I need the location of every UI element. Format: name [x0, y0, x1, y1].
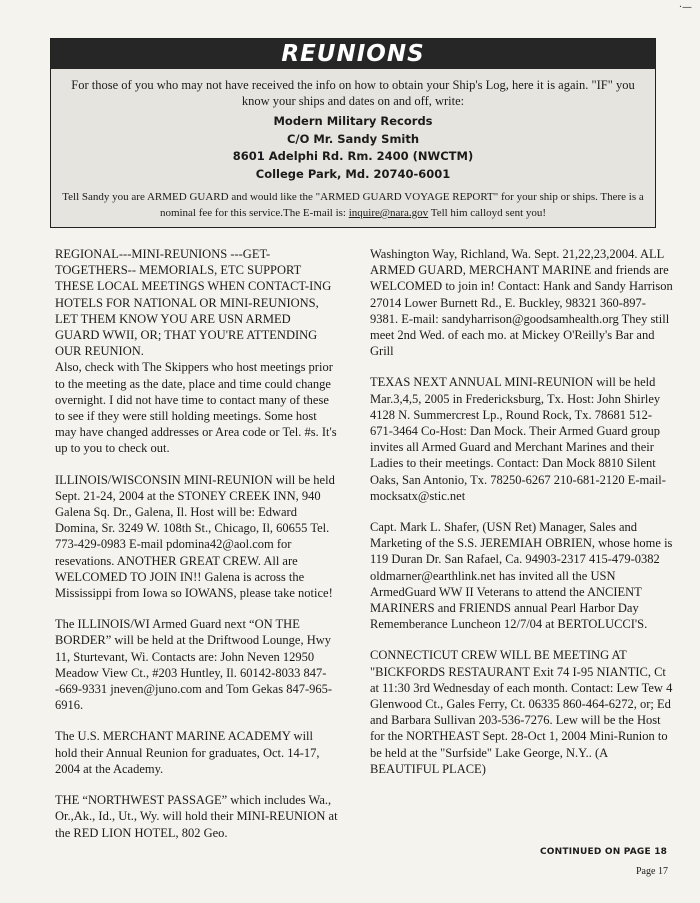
page-number: Page 17: [636, 866, 668, 877]
reunions-banner: REUNIONS: [51, 39, 655, 69]
voyage-report-note: [61, 189, 645, 221]
illinois-wi-on-the-border: The ILLINOIS/WI Armed Guard next “ON THE BORDER” will be held at the Driftwood Lounge, Hwy 11, Sturtevant, Wi. Contacts are: John Neven 12950 Meadow View Ct., #203 Huntley, Il. 60142-8033 847--669-9331 jneven@juno.com and Tom Gekas 847-965-6916.: [55, 617, 333, 713]
regional-reunions-body: Also, check with The Skippers who host meetings prior to the meeting as the date, place and time could change overnight. I did not have time to contact many of these to see if they were still holding meetings. Some host may have changed addresses or Area code or Tel. #s. It's up to you to check out.: [55, 360, 337, 456]
nara-email-link[interactable]: inquire@nara.gov: [348, 207, 429, 219]
intro-text: For those of you who may not have received the info on how to obtain your Ship's Log, here it is again. "IF" you know your ships and dates on and off, write:: [71, 78, 635, 108]
left-column: [55, 246, 338, 856]
right-column: [370, 246, 673, 792]
continued-on-page: CONTINUED ON PAGE 18: [540, 847, 668, 857]
voyage-report-text: Tell Sandy you are ARMED GUARD and would like the "ARMED GUARD VOYAGE REPORT" for your ship or ships. There is a nominal fee for this service.The E-mail is:: [62, 191, 644, 219]
reunions-info-box: [50, 38, 656, 228]
texas-mini-reunion: TEXAS NEXT ANNUAL MINI-REUNION will be held Mar.3,4,5, 2005 in Fredericksburg, Tx. Host: John Shirley 4128 N. Summercrest Lp., Round Rock, Tx. 78681 512-671-3464 Co-Host: Dan Mock. Their Armed Guard group invites all Armed Guard and Merchant Marines and their Ladies to their meetings. Contact: Dan Mock 8810 Silent Oaks, San Antonio, Tx. 78250-6267 210-681-2120 E-mail-mocksatx@stic.net: [370, 375, 666, 503]
voyage-report-signoff: Tell him calloyd sent you!: [428, 207, 547, 219]
address-line: 8601 Adelphi Rd. Rm. 2400 (NWCTM): [232, 149, 474, 163]
pearl-harbor-luncheon: Capt. Mark L. Shafer, (USN Ret) Manager, Sales and Marketing of the S.S. JEREMIAH OBRIEN, whose home is 119 Duran Dr. San Rafael, Ca. 94903-2317 415-479-0382 oldmarner@earthlink.net has invited all the USN ArmedGuard WW II Veterans to attend the ANCIENT MARINERS and FRIENDS annual Pearl Harbor Day Rememberance Luncheon 12/7/04 at BERTOLUCCI'S.: [370, 520, 673, 632]
regional-reunions-notice: [55, 246, 338, 457]
corner-mark: ·—: [678, 2, 692, 13]
northwest-passage-reunion: THE “NORTHWEST PASSAGE” which includes Wa., Or.,Ak., Id., Ut., Wy. will hold their MINI-REUNION at the RED LION HOTEL, 802 Geo.: [55, 793, 338, 840]
northwest-passage-continued: Washington Way, Richland, Wa. Sept. 21,22,23,2004. ALL ARMED GUARD, MERCHANT MARINE and friends are WELCOMED to join in! Contact: Hank and Sandy Harrison 27014 Lower Burnett Rd., E. Buckley, 98321 360-897-9381. E-mail: sandyharrison@goodsamhealth.org They still meet 2nd Wed. of each mo. at Mickey O'Reilly's Bar and Grill: [370, 247, 673, 359]
connecticut-crew-meeting: CONNECTICUT CREW WILL BE MEETING AT "BICKFORDS RESTAURANT Exit 74 I-95 NIANTIC, Ct at 11:30 3rd Wednesday of each month. Contact: Lew Tew 4 Glenwood Ct., Gales Ferry, Ct. 06335 860-464-6272, or; Ed and Barbara Sullivan 203-536-7276. Lew will be the Host for the NORTHEAST Sept. 28-Oct 1, 2004 Mini-Runion to be held at the "Surfside" Lake George, N.Y.. (A BEAUTIFUL PLACE): [370, 648, 673, 776]
regional-reunions-heading: REGIONAL---MINI-REUNIONS ---GET-TOGETHERS-- MEMORIALS, ETC SUPPORT THESE LOCAL MEETINGS WHEN CONTACT-ING HOTELS FOR NATIONAL OR MINI-REUNIONS, LET THEM KNOW YOU ARE USN ARMED GUARD WWII, OR; THAT YOU'RE ATTENDING OUR REUNION.: [55, 247, 332, 359]
address-line: Modern Military Records: [273, 114, 433, 128]
address-line: College Park, Md. 20740-6001: [255, 166, 451, 181]
address-line: C/O Mr. Sandy Smith: [286, 131, 420, 146]
merchant-marine-academy-reunion: The U.S. MERCHANT MARINE ACADEMY will hold their Annual Reunion for graduates, Oct. 14-17, 2004 at the Academy.: [55, 729, 320, 776]
illinois-wisconsin-reunion: ILLINOIS/WISCONSIN MINI-REUNION will be held Sept. 21-24, 2004 at the STONEY CREEK INN, 940 Galena Sq. Dr., Galena, Il. Host will be: Edward Domina, Sr. 3249 W. 108th St., Chicago, Il, 60655 Tel. 773-429-0983 E-mail pdomina42@aol.com for resevations. ANOTHER GREAT CREW. All are WELCOMED TO JOIN IN!! Galena is across the Mississippi from Iowa so IOWANS, please take notice!: [55, 472, 335, 601]
mailing-address: [51, 113, 655, 183]
